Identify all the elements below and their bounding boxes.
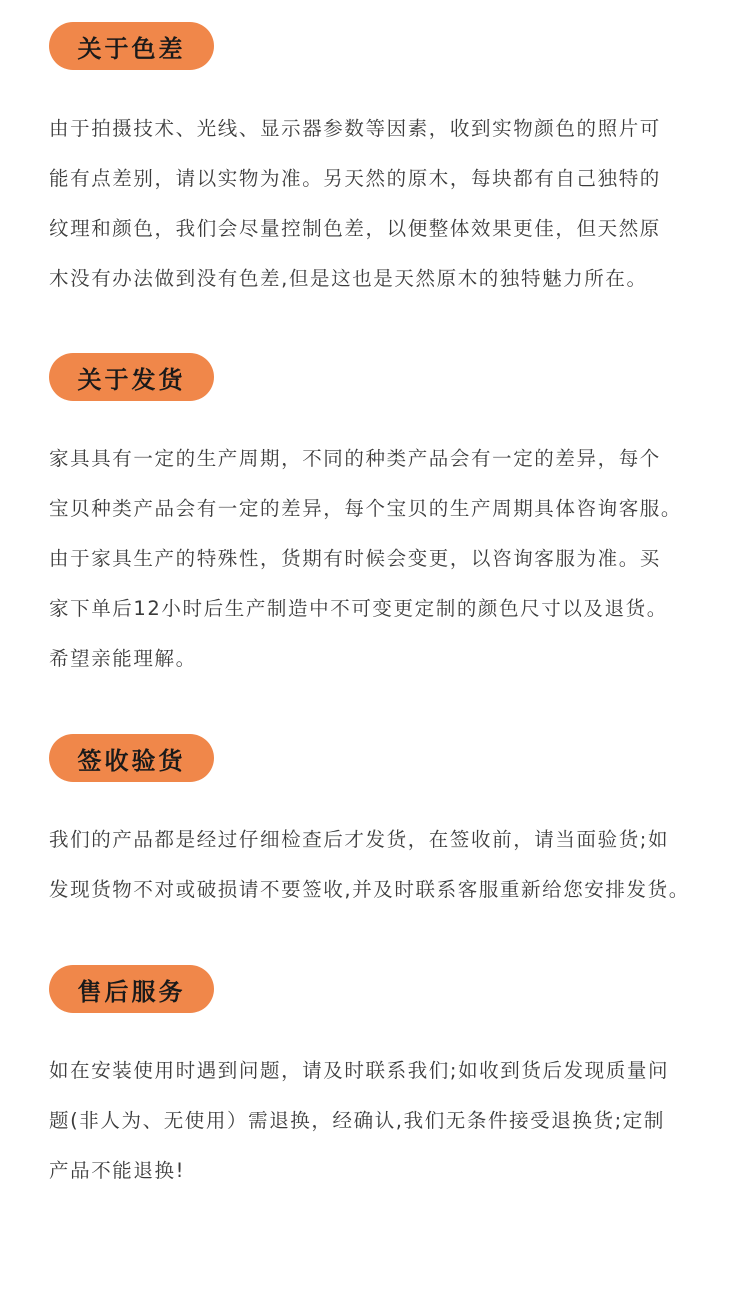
body-line: 由于家具生产的特殊性，货期有时候会变更，以咨询客服为准。买 xyxy=(49,547,661,570)
body-line: 如在安装使用时遇到问题，请及时联系我们;如收到货后发现质量问 xyxy=(49,1059,670,1082)
section-title-badge xyxy=(49,965,214,1013)
section-body xyxy=(49,104,709,304)
body-line: 希望亲能理解。 xyxy=(49,647,197,670)
section-title-badge xyxy=(49,353,214,401)
body-line: 我们的产品都是经过仔细检查后才发货，在签收前，请当面验货;如 xyxy=(49,828,670,851)
body-line: 能有点差别，请以实物为准。另天然的原木，每块都有自己独特的 xyxy=(49,167,661,190)
body-line: 发现货物不对或破损请不要签收,并及时联系客服重新给您安排发货。 xyxy=(49,878,690,901)
section-title: 签收验货 xyxy=(77,746,186,775)
section-body xyxy=(49,815,709,915)
body-line: 纹理和颜色，我们会尽量控制色差，以便整体效果更佳，但天然原 xyxy=(49,217,661,240)
body-line: 家具具有一定的生产周期，不同的种类产品会有一定的差异，每个 xyxy=(49,447,661,470)
section-body xyxy=(49,1046,709,1196)
body-line: 宝贝种类产品会有一定的差异，每个宝贝的生产周期具体咨询客服。 xyxy=(49,497,683,520)
section-title-badge xyxy=(49,22,214,70)
body-line: 家下单后12小时后生产制造中不可变更定制的颜色尺寸以及退货。 xyxy=(49,597,668,620)
section-title-badge xyxy=(49,734,214,782)
section-title: 售后服务 xyxy=(77,977,186,1006)
body-line: 题(非人为、无使用）需退换，经确认,我们无条件接受退换货;定制 xyxy=(49,1109,665,1132)
body-line: 由于拍摄技术、光线、显示器参数等因素，收到实物颜色的照片可 xyxy=(49,117,661,140)
body-line: 木没有办法做到没有色差,但是这也是天然原木的独特魅力所在。 xyxy=(49,267,648,290)
section-title: 关于发货 xyxy=(77,365,186,394)
section-title: 关于色差 xyxy=(77,34,186,63)
body-line: 产品不能退换! xyxy=(49,1159,186,1182)
section-body xyxy=(49,434,709,684)
